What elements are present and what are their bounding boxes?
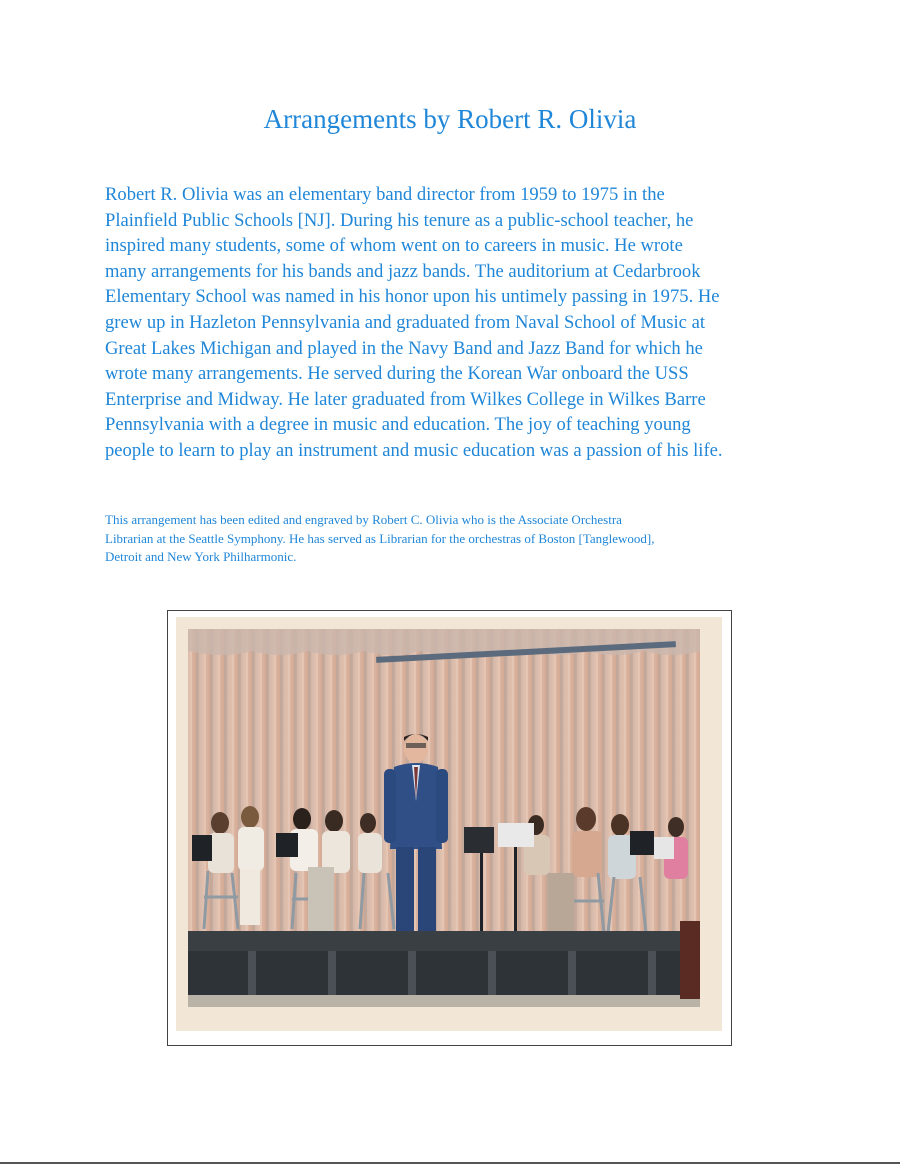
- bio-line: Plainfield Public Schools [NJ]. During his tenure as a public-school teacher, he: [105, 209, 694, 231]
- bio-line: people to learn to play an instrument and music education was a passion of his life.: [105, 439, 723, 461]
- bio-line: Great Lakes Michigan and played in the Navy Band and Jazz Band for which he: [105, 337, 703, 359]
- bio-line: grew up in Hazleton Pennsylvania and graduated from Naval School of Music at: [105, 311, 706, 333]
- band-concert-photo: [168, 611, 730, 1044]
- side-post: [680, 921, 700, 999]
- bio-line: Elementary School was named in his honor upon his untimely passing in 1975. He: [105, 286, 720, 308]
- bio-line: Robert R. Olivia was an elementary band director from 1959 to 1975 in the: [105, 184, 665, 205]
- note-line: Detroit and New York Philharmonic.: [105, 549, 297, 564]
- note-line: Librarian at the Seattle Symphony. He has served as Librarian for the orchestras of Boston [Tanglewood],: [105, 530, 655, 546]
- floor: [188, 995, 700, 1007]
- curtain-valance: [188, 629, 700, 655]
- stage-floor: [188, 931, 700, 951]
- engraver-note: [105, 511, 805, 567]
- band-photo-frame: [167, 610, 732, 1046]
- page-title: Arrangements by Robert R. Olivia: [263, 104, 637, 134]
- bio-line: Enterprise and Midway. He later graduated from Wilkes College in Wilkes Barre: [105, 388, 706, 410]
- bio-line: Pennsylvania with a degree in music and education. The joy of teaching young: [105, 414, 691, 436]
- note-line: This arrangement has been edited and engraved by Robert C. Olivia who is the Associate Orchestra: [105, 512, 622, 527]
- biography-paragraph: [105, 182, 805, 464]
- bio-line: wrote many arrangements. He served during the Korean War onboard the USS: [105, 363, 689, 385]
- bio-line: many arrangements for his bands and jazz bands. The auditorium at Cedarbrook: [105, 260, 701, 282]
- stage-front: [188, 951, 700, 995]
- bio-line: inspired many students, some of whom went on to careers in music. He wrote: [105, 235, 683, 257]
